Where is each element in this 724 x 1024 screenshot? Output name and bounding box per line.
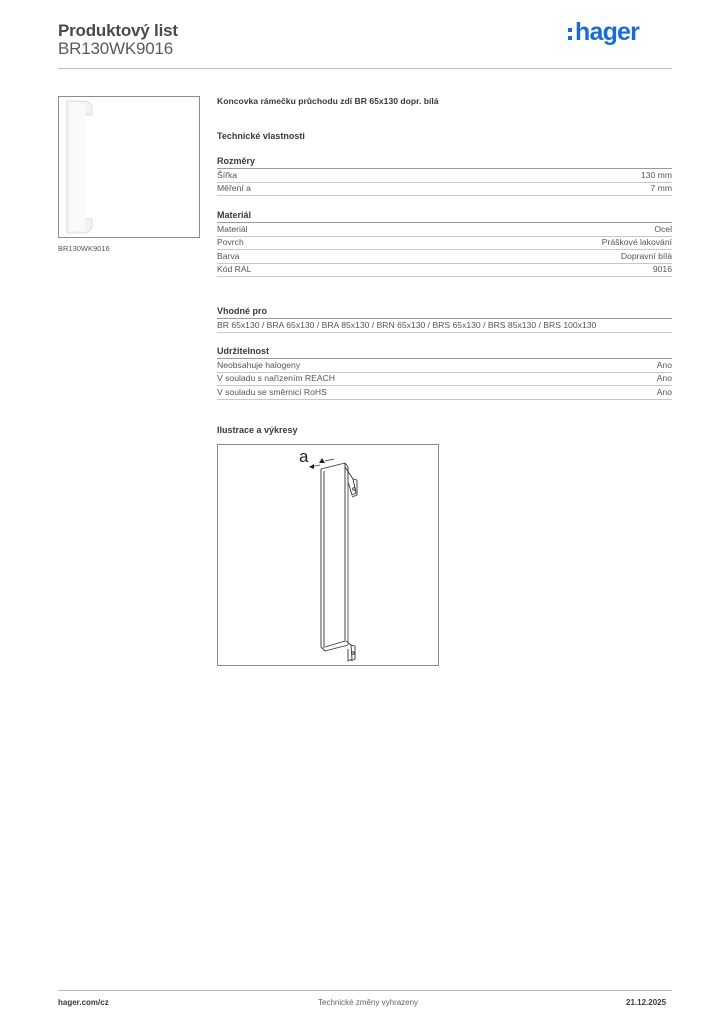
image-caption: BR130WK9016	[58, 244, 110, 253]
technical-heading: Technické vlastnosti	[217, 131, 305, 141]
row-value: Ano	[656, 386, 672, 397]
suitable-row	[217, 319, 672, 333]
material-section	[217, 209, 672, 277]
logo-dot-top	[568, 28, 572, 32]
material-title: Materiál	[217, 210, 252, 220]
arrow-left-icon	[309, 464, 314, 469]
row-label: Barva	[217, 250, 240, 261]
table-row	[217, 169, 672, 183]
logo-text: hager	[575, 18, 640, 46]
row-label: Materiál	[217, 223, 248, 234]
row-label: V souladu s nařízením REACH	[217, 373, 335, 383]
product-image	[58, 96, 200, 238]
footer-divider	[58, 990, 672, 991]
row-value: Ano	[656, 373, 672, 383]
table-row	[217, 183, 672, 197]
row-label: Měření a	[217, 183, 251, 193]
footer-date: 21.12.2025	[626, 998, 667, 1007]
header-divider	[58, 68, 672, 69]
row-value: Práškové lakování	[601, 237, 672, 247]
table-row	[217, 237, 672, 251]
product-name: Koncovka rámečku průchodu zdí BR 65x130 dopr. bílá	[217, 96, 439, 106]
row-label: Šířka	[217, 169, 238, 180]
row-value: Ocel	[654, 223, 672, 234]
technical-drawing	[217, 444, 439, 666]
hager-logo[interactable]	[567, 15, 659, 47]
row-label: V souladu se směrnicí RoHS	[217, 386, 327, 397]
table-row	[217, 223, 672, 237]
row-value: 7 mm	[650, 183, 672, 193]
table-row	[217, 359, 672, 373]
row-label: Povrch	[217, 237, 244, 247]
row-label: Kód RAL	[217, 264, 252, 274]
sustainability-title: Udržitelnost	[217, 346, 270, 356]
logo-dot-bottom	[568, 36, 572, 40]
row-value: 130 mm	[640, 169, 672, 180]
row-value: 9016	[652, 264, 672, 274]
suitable-section	[217, 305, 672, 333]
dimension-label: a	[299, 447, 309, 466]
product-code: BR130WK9016	[58, 39, 173, 58]
arrow-down-icon	[319, 458, 325, 463]
footer-website-link[interactable]: hager.com/cz	[58, 998, 109, 1007]
row-value: Ano	[656, 359, 672, 370]
sustainability-section	[217, 345, 672, 400]
row-value: Dopravní bílá	[620, 250, 672, 261]
table-row	[217, 264, 672, 278]
suitable-title: Vhodné pro	[217, 306, 267, 316]
dimensions-title: Rozměry	[217, 156, 256, 166]
table-row	[217, 386, 672, 400]
suitable-text: BR 65x130 / BRA 65x130 / BRA 85x130 / BRN 65x130 / BRS 65x130 / BRS 85x130 / BRS 100x130	[217, 319, 597, 330]
table-row	[217, 373, 672, 387]
dimensions-section	[217, 155, 672, 196]
row-label: Neobsahuje halogeny	[217, 359, 301, 370]
page-title: Produktový list	[58, 21, 178, 40]
footer-notice: Technické změny vyhrazeny	[318, 998, 419, 1007]
drawings-title: Ilustrace a výkresy	[217, 425, 298, 435]
table-row	[217, 250, 672, 264]
